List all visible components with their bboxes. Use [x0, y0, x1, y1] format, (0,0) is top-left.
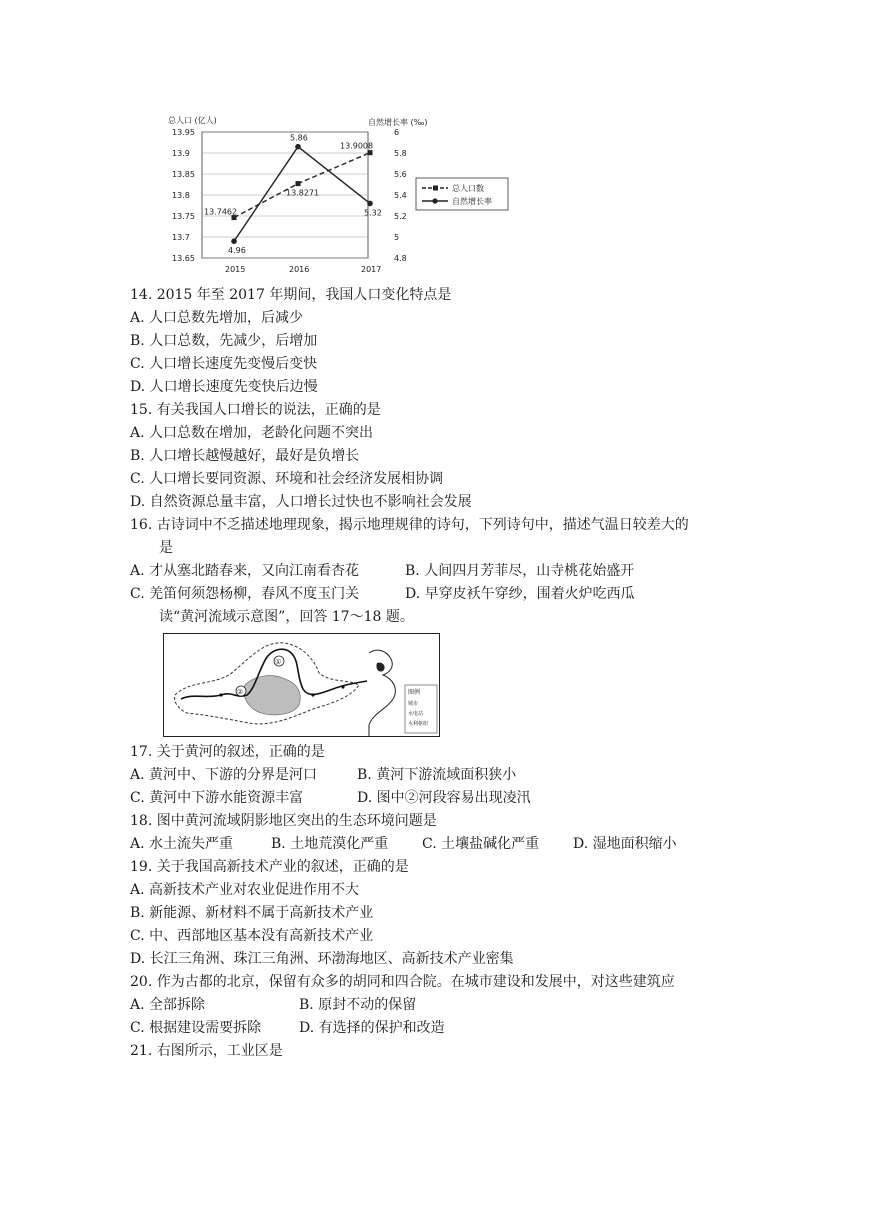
chart-canvas	[150, 112, 530, 280]
y-left-tick-label: 13.9	[172, 149, 190, 158]
legend-label-rate: 自然增长率	[452, 197, 492, 206]
map-legend-hydro: 水电站	[408, 711, 424, 717]
y-right-tick-label: 5.2	[394, 212, 407, 221]
chart-grid	[202, 132, 368, 258]
q17-option-a: A. 黄河中、下游的分界是河口	[130, 767, 318, 783]
marker-2: ②	[237, 688, 244, 696]
q19-option-c: C. 中、西部地区基本没有高新技术产业	[130, 928, 374, 944]
series-total-line	[234, 153, 370, 218]
q17-option-b: B. 黄河下游流域面积狭小	[357, 767, 517, 783]
population-chart	[150, 112, 530, 280]
y-left-axis-label: 总人口 (亿人)	[168, 116, 217, 125]
legend-marker-rate	[432, 198, 437, 203]
x-tick-label: 2017	[361, 265, 382, 274]
city-dot	[311, 693, 314, 696]
y-right-ticks	[394, 128, 407, 263]
y-right-tick-label: 5.4	[394, 191, 407, 200]
q20-option-c: C. 根据建设需要拆除	[130, 1020, 262, 1036]
q18-option-a: A. 水土流失严重	[130, 836, 234, 852]
q16-option-a: A. 才从塞北踏春来，又向江南看杏花	[130, 563, 360, 579]
marker-1: ①	[275, 658, 282, 666]
series-rate-point	[231, 238, 237, 244]
q16-option-d: D. 早穿皮袄午穿纱，围着火炉吃西瓜	[405, 586, 635, 602]
q15-option-b: B. 人口增长越慢越好，最好是负增长	[130, 448, 360, 464]
y-left-tick-label: 13.95	[172, 128, 195, 137]
q15-stem: 15. 有关我国人口增长的说法，正确的是	[130, 402, 381, 418]
q20-option-a: A. 全部拆除	[130, 997, 206, 1013]
y-right-tick-label: 5.6	[394, 170, 407, 179]
yellow-river-map	[163, 633, 440, 737]
q18-stem: 18. 图中黄河流域阴影地区突出的生态环境问题是	[130, 813, 437, 829]
q16-option-c: C. 羌笛何须怨杨柳，春风不度玉门关	[130, 586, 360, 602]
map-legend	[405, 685, 437, 733]
q19-option-d: D. 长江三角洲、珠江三角洲、环渤海地区、高新技术产业密集	[130, 951, 514, 967]
q15-option-a: A. 人口总数在增加，老龄化问题不突出	[130, 425, 374, 441]
map-legend-dam: 水利枢纽	[408, 721, 429, 727]
series-rate-point	[367, 201, 373, 207]
y-right-tick-label: 5	[394, 233, 400, 242]
y-left-tick-label: 13.8	[172, 191, 190, 200]
map-legend-title: 图例	[408, 689, 421, 696]
y-right-tick-label: 4.8	[394, 254, 407, 263]
q14-option-d: D. 人口增长速度先变快后边慢	[130, 379, 318, 395]
y-left-tick-label: 13.7	[172, 233, 190, 242]
q17-option-d: D. 图中②河段容易出现凌汛	[357, 790, 531, 806]
q18-option-d: D. 湿地面积缩小	[573, 836, 677, 852]
q16-stem-continued: 是	[159, 540, 173, 556]
y-right-axis-label: 自然增长率 (‰)	[368, 118, 428, 127]
x-tick-label: 2015	[225, 265, 246, 274]
q19-option-b: B. 新能源、新材料不属于高新技术产业	[130, 905, 374, 921]
series-rate-data-label: 5.32	[364, 208, 382, 218]
city-dot	[341, 685, 344, 688]
y-right-tick-label: 6	[394, 128, 400, 137]
legend-marker-total	[433, 186, 438, 191]
map-canvas	[163, 633, 440, 737]
q17-stem: 17. 关于黄河的叙述，正确的是	[130, 744, 325, 760]
q14-stem: 14. 2015 年至 2017 年期间，我国人口变化特点是	[130, 287, 452, 303]
q20-option-b: B. 原封不动的保留	[299, 997, 417, 1013]
series-total-data-label: 13.7462	[204, 207, 238, 217]
y-left-tick-label: 13.65	[172, 254, 195, 263]
q18-option-c: C. 土壤盐碱化严重	[422, 836, 540, 852]
series-total-point	[368, 150, 373, 155]
q21-stem: 21. 右图所示，工业区是	[130, 1043, 283, 1059]
series-rate-data-label: 4.96	[228, 246, 246, 256]
series-total-data-label: 13.9008	[340, 141, 374, 151]
q17-18-intro: 读“黄河流域示意图”，回答 17～18 题。	[159, 609, 414, 625]
q20-stem: 20. 作为古都的北京，保留有众多的胡同和四合院。在城市建设和发展中，对这些建筑应	[130, 974, 675, 990]
q19-stem: 19. 关于我国高新技术产业的叙述，正确的是	[130, 859, 409, 875]
q19-option-a: A. 高新技术产业对农业促进作用不大	[130, 882, 360, 898]
q17-option-c: C. 黄河中下游水能资源丰富	[130, 790, 304, 806]
y-left-ticks	[172, 128, 195, 263]
y-right-tick-label: 5.8	[394, 149, 407, 158]
x-tick-label: 2016	[289, 265, 310, 274]
q16-option-b: B. 人间四月芳菲尽，山寺桃花始盛开	[405, 563, 635, 579]
series-rate-data-label: 5.86	[290, 133, 308, 143]
x-ticks	[225, 265, 381, 274]
city-dot	[219, 693, 222, 696]
y-left-tick-label: 13.75	[172, 212, 195, 221]
series-total-point	[296, 181, 301, 186]
q20-option-d: D. 有选择的保护和改造	[299, 1020, 445, 1036]
series-rate-point	[295, 144, 301, 150]
y-left-tick-label: 13.85	[172, 170, 195, 179]
legend-label-total: 总人口数	[452, 184, 484, 193]
q15-option-d: D. 自然资源总量丰富，人口增长过快也不影响社会发展	[130, 494, 472, 510]
q15-option-c: C. 人口增长要同资源、环境和社会经济发展相协调	[130, 471, 444, 487]
q18-option-b: B. 土地荒漠化严重	[271, 836, 389, 852]
chart-legend	[416, 178, 508, 210]
q14-option-a: A. 人口总数先增加，后减少	[130, 310, 304, 326]
q16-stem: 16. 古诗词中不乏描述地理现象，揭示地理规律的诗句，下列诗句中，描述气温日较差大的	[130, 517, 689, 533]
q14-option-b: B. 人口总数，先减少，后增加	[130, 333, 318, 349]
q14-option-c: C. 人口增长速度先变慢后变快	[130, 356, 318, 372]
map-legend-city: 城市	[408, 701, 419, 707]
series-total-data-label: 13.8271	[286, 188, 320, 198]
